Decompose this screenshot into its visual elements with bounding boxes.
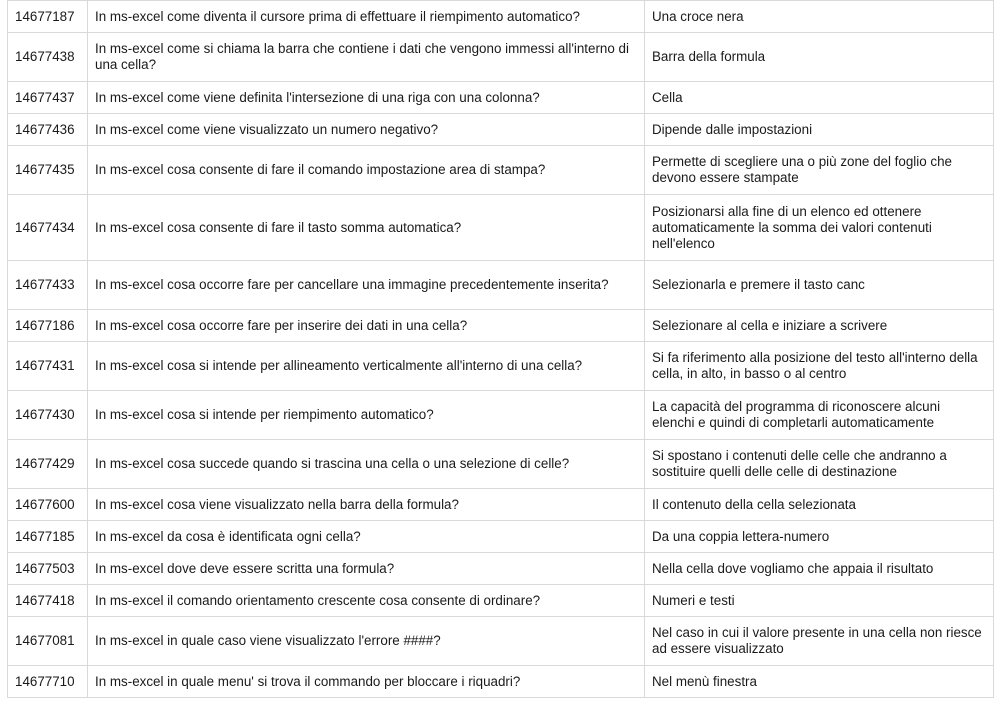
question-text: In ms-excel cosa si intende per allineamento verticalmente all'interno di una cella? xyxy=(88,342,645,391)
question-text: In ms-excel come viene definita l'intersezione di una riga con una colonna? xyxy=(88,82,645,114)
answer-text: Numeri e testi xyxy=(645,585,994,617)
question-text: In ms-excel cosa occorre fare per inserire dei dati in una cella? xyxy=(88,310,645,342)
table-row xyxy=(8,391,994,440)
question-text: In ms-excel cosa viene visualizzato nella barra della formula? xyxy=(88,489,645,521)
question-text: In ms-excel da cosa è identificata ogni cella? xyxy=(88,521,645,553)
question-id: 14677431 xyxy=(8,342,88,391)
table-row xyxy=(8,195,994,261)
question-id: 14677185 xyxy=(8,521,88,553)
answer-text: Il contenuto della cella selezionata xyxy=(645,489,994,521)
question-text: In ms-excel cosa si intende per riempimento automatico? xyxy=(88,391,645,440)
answer-text: Permette di scegliere una o più zone del foglio che devono essere stampate xyxy=(645,146,994,195)
qa-table xyxy=(7,0,994,698)
question-id: 14677600 xyxy=(8,489,88,521)
answer-text: Dipende dalle impostazioni xyxy=(645,114,994,146)
question-text: In ms-excel cosa consente di fare il tasto somma automatica? xyxy=(88,195,645,261)
question-id: 14677418 xyxy=(8,585,88,617)
question-text: In ms-excel il comando orientamento crescente cosa consente di ordinare? xyxy=(88,585,645,617)
question-id: 14677433 xyxy=(8,261,88,310)
qa-table-container xyxy=(7,0,993,698)
question-text: In ms-excel come diventa il cursore prima di effettuare il riempimento automatico? xyxy=(88,1,645,33)
table-row xyxy=(8,33,994,82)
answer-text: Si fa riferimento alla posizione del testo all'interno della cella, in alto, in basso o al centro xyxy=(645,342,994,391)
answer-text: Si spostano i contenuti delle celle che andranno a sostituire quelli delle celle di destinazione xyxy=(645,440,994,489)
answer-text: Nel caso in cui il valore presente in una cella non riesce ad essere visualizzato xyxy=(645,617,994,666)
question-id: 14677429 xyxy=(8,440,88,489)
question-id: 14677436 xyxy=(8,114,88,146)
question-id: 14677437 xyxy=(8,82,88,114)
table-row xyxy=(8,114,994,146)
question-id: 14677430 xyxy=(8,391,88,440)
answer-text: Selezionarla e premere il tasto canc xyxy=(645,261,994,310)
table-row xyxy=(8,146,994,195)
question-text: In ms-excel come viene visualizzato un numero negativo? xyxy=(88,114,645,146)
table-row xyxy=(8,310,994,342)
question-id: 14677710 xyxy=(8,666,88,698)
question-text: In ms-excel in quale caso viene visualizzato l'errore ####? xyxy=(88,617,645,666)
answer-text: Cella xyxy=(645,82,994,114)
question-id: 14677438 xyxy=(8,33,88,82)
table-row xyxy=(8,440,994,489)
question-id: 14677434 xyxy=(8,195,88,261)
question-text: In ms-excel cosa consente di fare il comando impostazione area di stampa? xyxy=(88,146,645,195)
question-id: 14677081 xyxy=(8,617,88,666)
table-row xyxy=(8,1,994,33)
table-row xyxy=(8,342,994,391)
question-id: 14677186 xyxy=(8,310,88,342)
table-row xyxy=(8,553,994,585)
question-id: 14677435 xyxy=(8,146,88,195)
table-row xyxy=(8,82,994,114)
table-row xyxy=(8,585,994,617)
question-id: 14677503 xyxy=(8,553,88,585)
table-row xyxy=(8,521,994,553)
question-text: In ms-excel cosa occorre fare per cancellare una immagine precedentemente inserita? xyxy=(88,261,645,310)
table-row xyxy=(8,489,994,521)
answer-text: Posizionarsi alla fine di un elenco ed ottenere automaticamente la somma dei valori contenuti nell'elenco xyxy=(645,195,994,261)
answer-text: Barra della formula xyxy=(645,33,994,82)
question-id: 14677187 xyxy=(8,1,88,33)
answer-text: Nel menù finestra xyxy=(645,666,994,698)
question-text: In ms-excel cosa succede quando si trascina una cella o una selezione di celle? xyxy=(88,440,645,489)
answer-text: Da una coppia lettera-numero xyxy=(645,521,994,553)
table-row xyxy=(8,261,994,310)
answer-text: La capacità del programma di riconoscere alcuni elenchi e quindi di completarli automaticamente xyxy=(645,391,994,440)
question-text: In ms-excel in quale menu' si trova il commando per bloccare i riquadri? xyxy=(88,666,645,698)
question-text: In ms-excel dove deve essere scritta una formula? xyxy=(88,553,645,585)
table-row xyxy=(8,617,994,666)
answer-text: Nella cella dove vogliamo che appaia il risultato xyxy=(645,553,994,585)
question-text: In ms-excel come si chiama la barra che contiene i dati che vengono immessi all'interno di una cella? xyxy=(88,33,645,82)
answer-text: Una croce nera xyxy=(645,1,994,33)
table-row xyxy=(8,666,994,698)
answer-text: Selezionare al cella e iniziare a scrivere xyxy=(645,310,994,342)
